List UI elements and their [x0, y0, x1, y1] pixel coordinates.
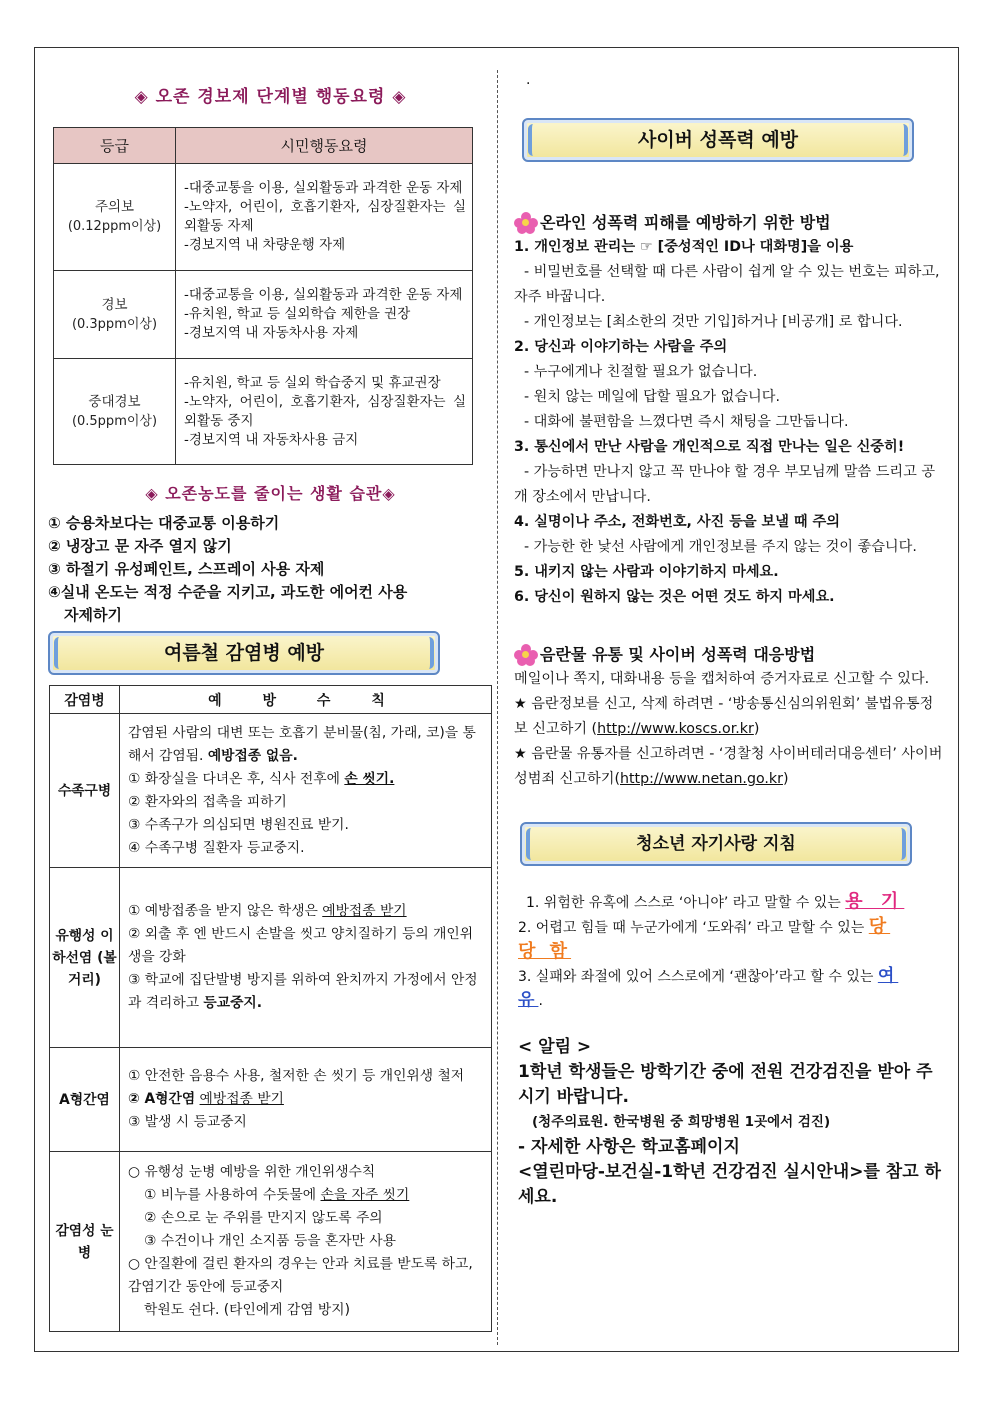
- table-row: [54, 271, 473, 359]
- disease-name: 감염성 눈병: [50, 1152, 120, 1332]
- disease-header: 감염병: [50, 686, 120, 714]
- guide-detail: - 누구에게나 친절할 필요가 없습니다.: [524, 364, 758, 380]
- guide-detail: - 가능하면 만나지 않고 꼭 만나야 할 경우 부모님께 말씀 드리고 공개 장소에서 만납니다.: [514, 464, 936, 505]
- grade-cell: [54, 359, 176, 465]
- response-text-part: ): [782, 771, 789, 787]
- youth-banner: [520, 822, 912, 866]
- rule-text: 등교중지.: [203, 995, 262, 1011]
- guide-item: 4. 실명이나 주소, 전화번호, 사진 등을 보낼 때 주의: [514, 514, 840, 530]
- guide-item: 2. 당신과 이야기하는 사람을 주의: [514, 339, 728, 355]
- action-line: -대중교통을 이용, 실외활동과 과격한 운동 자제: [184, 180, 463, 196]
- left-column: [48, 82, 493, 1332]
- scroll-curl-icon: [526, 828, 536, 860]
- youth-emphasis: 당 당 함: [518, 916, 891, 962]
- habits-title: ◈ 오존농도를 줄이는 생활 습관◈: [145, 484, 396, 503]
- summer-banner: [48, 631, 440, 675]
- action-cell: [176, 164, 473, 271]
- response-text-part: ★ 음란물 유통자를 신고하려면 - ‘경찰청 사이버테러대응센터’ 사이버성범죄 신고하기(: [514, 746, 943, 787]
- ozone-table: [53, 127, 473, 465]
- stray-dot: .: [526, 72, 531, 88]
- rule-text: ○ 안질환에 걸린 환자의 경우는 안과 치료를 받도록 하고, 감염기간 동안에 등교중지: [128, 1256, 473, 1295]
- response-text-part: ★ 음란정보를 신고, 삭제 하려면 - ‘방송통신심의위원회’ 불법유통정보 신고하기 (: [514, 696, 934, 737]
- disease-name: A형간염: [50, 1048, 120, 1152]
- rule-text: 예방접종 받기: [322, 903, 407, 919]
- rule-text: ① 화장실을 다녀온 후, 식사 전후에: [128, 770, 340, 787]
- youth-section: [514, 890, 914, 1013]
- rule-text: ② A형간염: [128, 1091, 196, 1107]
- guide-detail: - 가능한 한 낯선 사람에게 개인정보를 주지 않는 것이 좋습니다.: [524, 539, 917, 555]
- list-item: ① 승용차보다는 대중교통 이용하기: [48, 514, 280, 532]
- scroll-curl-icon: [528, 124, 538, 156]
- grade-header: 등급: [54, 128, 176, 164]
- grade-name: 주의보: [94, 199, 135, 215]
- scroll-curl-icon: [54, 637, 64, 669]
- grade-cell: [54, 271, 176, 359]
- list-item: ④실내 온도는 적정 수준을 지키고, 과도한 에어컨 사용: [48, 583, 408, 601]
- youth-text: .: [538, 993, 543, 1009]
- rule-text: 등교중지: [193, 1114, 247, 1130]
- netan-link[interactable]: http://www.netan.go.kr: [619, 771, 783, 787]
- action-line: -유치원, 학교 등 실외학습 제한을 권장: [184, 306, 411, 322]
- action-line: -유치원, 학교 등 실외 학습중지 및 휴교권장: [184, 374, 441, 391]
- rule-text: 손을 자주 씻기: [320, 1187, 410, 1203]
- guide-item: 1. 개인정보 관리는 ☞ [중성적인 ID나 대화명]을 이용: [514, 239, 854, 255]
- response-text-part: ): [753, 721, 760, 737]
- disease-name: 유행성 이하선염 (볼거리): [50, 868, 120, 1048]
- rule-text: 예방접종 받기: [199, 1091, 284, 1107]
- youth-item: [514, 965, 914, 1013]
- youth-text: 3. 실패와 좌절에 있어 스스로에게 ‘괜찮아’라고 할 수 있는: [518, 969, 874, 985]
- rule-text: ③ 수건이나 개인 소지품 등을 혼자만 사용: [144, 1233, 396, 1249]
- guide-item: 6. 당신이 원하지 않는 것은 어떤 것도 하지 마세요.: [514, 589, 835, 605]
- youth-item: [514, 915, 914, 965]
- list-item: ② 냉장고 문 자주 열지 않기: [48, 537, 232, 555]
- rule-text: ○ 유행성 눈병 예방을 위한 개인위생수칙: [128, 1164, 376, 1180]
- rule-text: 손 씻기.: [344, 770, 395, 787]
- grade-name: 중대경보: [88, 393, 141, 410]
- guide-detail: - 원치 않는 메일에 답할 필요가 없습니다.: [524, 389, 780, 405]
- flower-icon: [514, 644, 538, 666]
- cyber-section: [514, 210, 946, 792]
- rule-text: ③ 수족구가 의심되면 병원진료 받기.: [128, 816, 349, 833]
- list-item-continuation: 자제하기: [64, 606, 122, 624]
- youth-emphasis: 여 유: [518, 966, 899, 1010]
- column-divider: [497, 70, 498, 1345]
- action-cell: [176, 359, 473, 465]
- table-row: [54, 164, 473, 271]
- notice-text: (청주의료원. 한국병원 중 희망병원 1곳에서 검진): [532, 1114, 831, 1130]
- response-text: [514, 692, 946, 742]
- ozone-title: ◈ 오존 경보제 단계별 행동요령 ◈: [134, 87, 407, 107]
- section-title: [514, 210, 946, 235]
- cyber-banner-title: 사이버 성폭력 예방: [637, 129, 799, 151]
- rule-cell: [120, 714, 492, 868]
- section-title: [514, 642, 946, 667]
- guide-detail: - 대화에 불편함을 느꼈다면 즉시 채팅을 그만둡니다.: [524, 414, 849, 430]
- table-row: [50, 714, 492, 868]
- table-row: [50, 868, 492, 1048]
- section-title-text: 음란물 유통 및 사이버 성폭력 대응방법: [540, 645, 816, 664]
- notice-text: - 자세한 사항은 학교홈페이지: [518, 1137, 740, 1157]
- youth-text: 2. 어렵고 힘들 때 누군가에게 ‘도와줘’ 라고 말할 수 있는: [518, 920, 865, 936]
- notice-text: 1학년 학생들은 방학기간 중에 전원 건강검진을 받아 주시기 바랍니다.: [518, 1062, 933, 1107]
- rule-cell: [120, 1048, 492, 1152]
- grade-level: (0.5ppm이상): [71, 413, 158, 429]
- notice: [514, 1035, 946, 1210]
- disease-name: 수족구병: [50, 714, 120, 868]
- action-line: -경보지역 내 자동차사용 자제: [184, 325, 359, 341]
- rule-text: ② 외출 후 엔 반드시 손발을 씻고 양치질하기 등의 개인위생을 강화: [128, 926, 474, 965]
- table-row: [50, 1048, 492, 1152]
- right-column: [514, 72, 946, 1210]
- flower-icon: [514, 212, 538, 234]
- grade-level: (0.3ppm이상): [71, 316, 158, 332]
- action-header: 시민행동요령: [176, 128, 473, 164]
- action-line: -노약자, 어린이, 호흡기환자, 심장질환자는 실외활동 자제: [184, 199, 466, 234]
- rule-cell: [120, 868, 492, 1048]
- grade-cell: [54, 164, 176, 271]
- list-item: ③ 하절기 유성페인트, 스프레이 사용 자제: [48, 560, 325, 578]
- action-line: -대중교통을 이용, 실외활동과 과격한 운동 자제: [184, 287, 463, 303]
- guide-detail: - 비밀번호를 선택할 때 다른 사람이 쉽게 알 수 있는 번호는 피하고, 자주 바꿉니다.: [514, 264, 940, 305]
- scroll-curl-icon: [898, 124, 908, 156]
- action-cell: [176, 271, 473, 359]
- response-text: [514, 742, 946, 792]
- guide-detail: - 개인정보는 [최소한의 것만 기입]하거나 [비공개] 로 합니다.: [524, 314, 903, 330]
- scroll-curl-icon: [896, 828, 906, 860]
- grade-level: (0.12ppm이상): [67, 219, 162, 234]
- guide-item: 5. 내키지 않는 사람과 이야기하지 마세요.: [514, 564, 779, 580]
- rule-text: ③ 발생 시: [128, 1114, 190, 1130]
- notice-text: <열린마당-보건실-1학년 건강검진 실시안내>를 참고 하세요.: [518, 1162, 941, 1207]
- response-text: 메일이나 쪽지, 대화내용 등을 캡처하여 증거자료로 신고할 수 있다.: [514, 671, 930, 687]
- action-line: -경보지역 내 차량운행 자제: [184, 237, 346, 253]
- rule-text: ② 환자와의 접촉을 피하기: [128, 793, 287, 810]
- section-title-text: 온라인 성폭력 피해를 예방하기 위한 방법: [540, 213, 831, 232]
- rule-text: ① 비누를 사용하여 수돗물에: [144, 1187, 317, 1203]
- rule-header: 예 방 수 칙: [120, 686, 492, 714]
- action-line: -경보지역 내 자동차사용 금지: [184, 431, 359, 448]
- rule-text: 학원도 쉰다. (타인에게 감염 방지): [144, 1302, 350, 1318]
- rule-text: ④ 수족구병 질환자: [128, 839, 243, 856]
- rule-text: 예방접종 없음.: [207, 747, 298, 764]
- notice-title: < 알림 >: [518, 1037, 592, 1057]
- youth-text: 1. 위험한 유혹에 스스로 ‘아니야’ 라고 말할 수 있는: [526, 895, 841, 911]
- rule-cell: [120, 1152, 492, 1332]
- youth-emphasis: 용 기: [845, 891, 905, 912]
- cyber-banner: [522, 118, 914, 162]
- table-row: [50, 1152, 492, 1332]
- rule-text: 감염된 사람의 대변 또는 호흡기 분비물(침, 가래, 코)을 통해서 감염됨.: [128, 724, 476, 764]
- table-row: [54, 359, 473, 465]
- rule-text: ③ 학교에 집단발병 방지를 위하여 완치까지 가정에서 안정과 격리하고: [128, 972, 478, 1011]
- disease-table: [49, 685, 492, 1332]
- youth-item: [514, 890, 914, 915]
- rule-text: ① 예방접종을 받지 않은 학생은: [128, 903, 318, 919]
- youth-banner-title: 청소년 자기사랑 지침: [636, 834, 796, 854]
- rule-text: 등교중지.: [246, 839, 305, 856]
- guide-item: 3. 통신에서 만난 사람을 개인적으로 직접 만나는 일은 신중히!: [514, 439, 905, 455]
- action-line: -노약자, 어린이, 호흡기환자, 심장질환자는 실외활동 중지: [184, 393, 466, 429]
- rule-text: ① 안전한 음용수 사용, 철저한 손 씻기 등 개인위생 철저: [128, 1068, 465, 1084]
- grade-name: 경보: [101, 296, 128, 313]
- rule-text: ② 손으로 눈 주위를 만지지 않도록 주의: [144, 1210, 383, 1226]
- scroll-curl-icon: [424, 637, 434, 669]
- koscs-link[interactable]: http://www.koscs.or.kr: [597, 721, 754, 737]
- summer-banner-title: 여름철 감염병 예방: [163, 642, 325, 664]
- habits-list: [48, 512, 493, 627]
